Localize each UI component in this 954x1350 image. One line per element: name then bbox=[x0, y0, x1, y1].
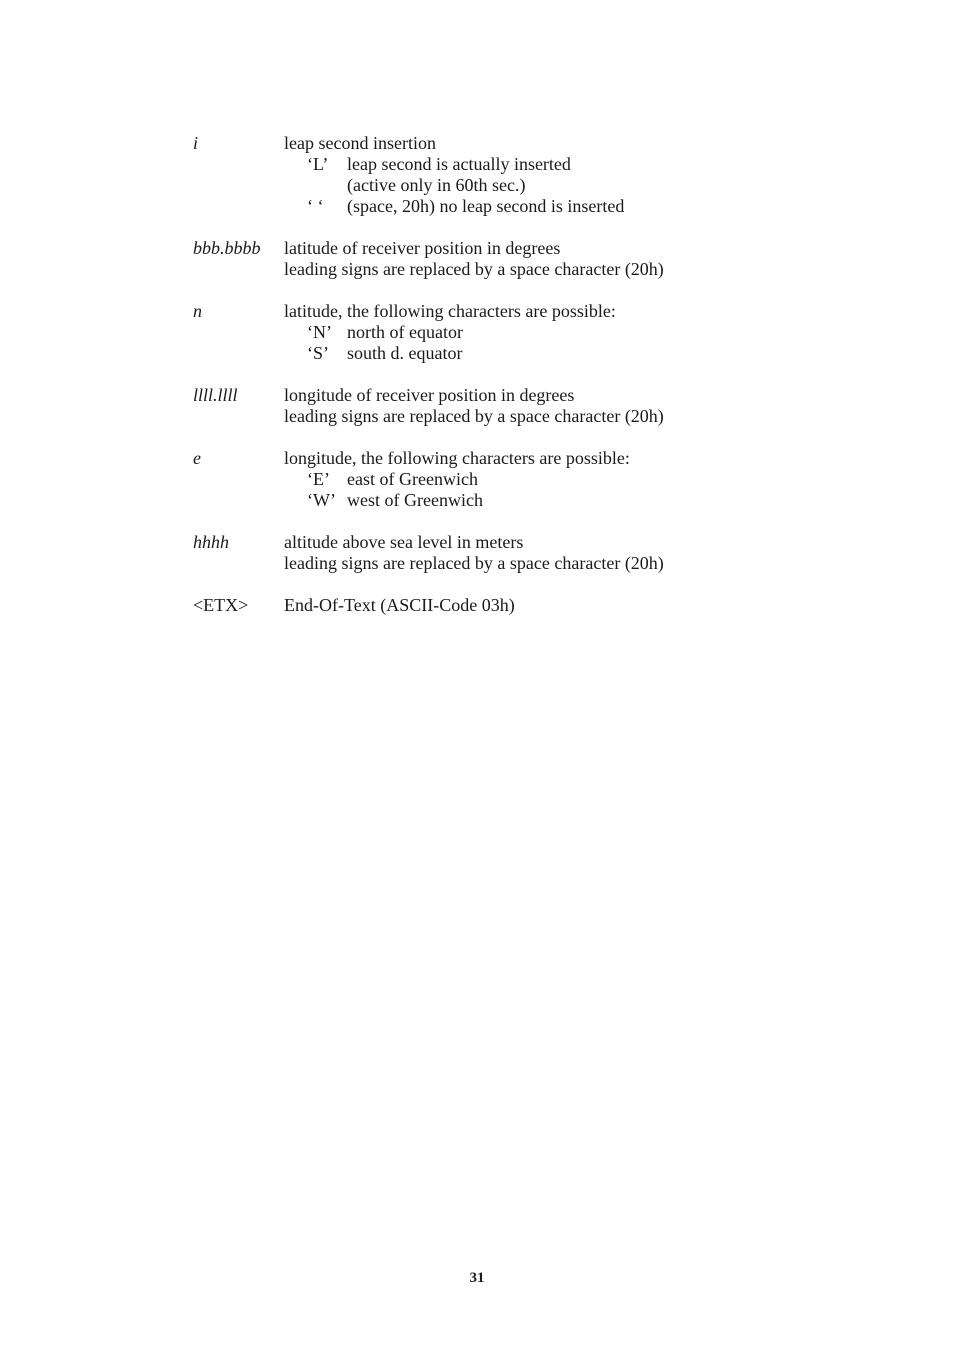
definition-term: n bbox=[193, 301, 202, 321]
definition-description bbox=[284, 238, 833, 280]
option-text: north of equator bbox=[347, 322, 463, 342]
option-text: south d. equator bbox=[347, 343, 463, 363]
definition-description bbox=[284, 532, 833, 574]
option-code: ‘N’ bbox=[307, 322, 332, 342]
definition-term: <ETX> bbox=[193, 595, 249, 615]
definition-entry-latitude-hemisphere bbox=[193, 301, 833, 364]
option-code: ‘L’ bbox=[307, 154, 329, 174]
definition-description bbox=[284, 133, 833, 217]
definition-description bbox=[284, 301, 833, 364]
option-row bbox=[284, 490, 833, 511]
definition-entry-etx bbox=[193, 595, 833, 616]
definition-list bbox=[193, 133, 833, 637]
definition-term: llll.llll bbox=[193, 385, 238, 405]
description-line: longitude of receiver position in degrees bbox=[284, 385, 575, 405]
definition-entry-altitude bbox=[193, 532, 833, 574]
definition-term: e bbox=[193, 448, 201, 468]
definition-entry-longitude-hemisphere bbox=[193, 448, 833, 511]
option-code: ‘E’ bbox=[307, 469, 330, 489]
description-line: latitude, the following characters are possible: bbox=[284, 301, 616, 321]
definition-term: i bbox=[193, 133, 199, 153]
option-continuation: (active only in 60th sec.) bbox=[347, 175, 526, 195]
option-row bbox=[284, 322, 833, 343]
definition-description bbox=[284, 448, 833, 511]
option-text: leap second is actually inserted bbox=[347, 154, 571, 174]
description-line: longitude, the following characters are possible: bbox=[284, 448, 630, 468]
definition-entry-leap-second bbox=[193, 133, 833, 217]
definition-description bbox=[284, 385, 833, 427]
definition-term: bbb.bbbb bbox=[193, 238, 261, 258]
option-text: (space, 20h) no leap second is inserted bbox=[347, 196, 625, 216]
option-code: ‘ ‘ bbox=[307, 196, 324, 216]
option-text: east of Greenwich bbox=[347, 469, 478, 489]
definition-term: hhhh bbox=[193, 532, 229, 552]
definition-entry-longitude bbox=[193, 385, 833, 427]
option-row bbox=[284, 196, 833, 217]
option-row bbox=[284, 154, 833, 175]
option-code: ‘W’ bbox=[307, 490, 336, 510]
description-line: latitude of receiver position in degrees bbox=[284, 238, 561, 258]
option-code: ‘S’ bbox=[307, 343, 329, 363]
option-text: west of Greenwich bbox=[347, 490, 483, 510]
description-line: End-Of-Text (ASCII-Code 03h) bbox=[284, 595, 515, 615]
description-line: altitude above sea level in meters bbox=[284, 532, 524, 552]
option-row bbox=[284, 469, 833, 490]
description-line: leading signs are replaced by a space character (20h) bbox=[284, 553, 664, 573]
description-line: leading signs are replaced by a space character (20h) bbox=[284, 406, 664, 426]
description-line: leading signs are replaced by a space character (20h) bbox=[284, 259, 664, 279]
description-line: leap second insertion bbox=[284, 133, 436, 153]
option-row bbox=[284, 343, 833, 364]
page-number: 31 bbox=[469, 1270, 485, 1286]
definition-entry-latitude bbox=[193, 238, 833, 280]
definition-description bbox=[284, 595, 833, 616]
